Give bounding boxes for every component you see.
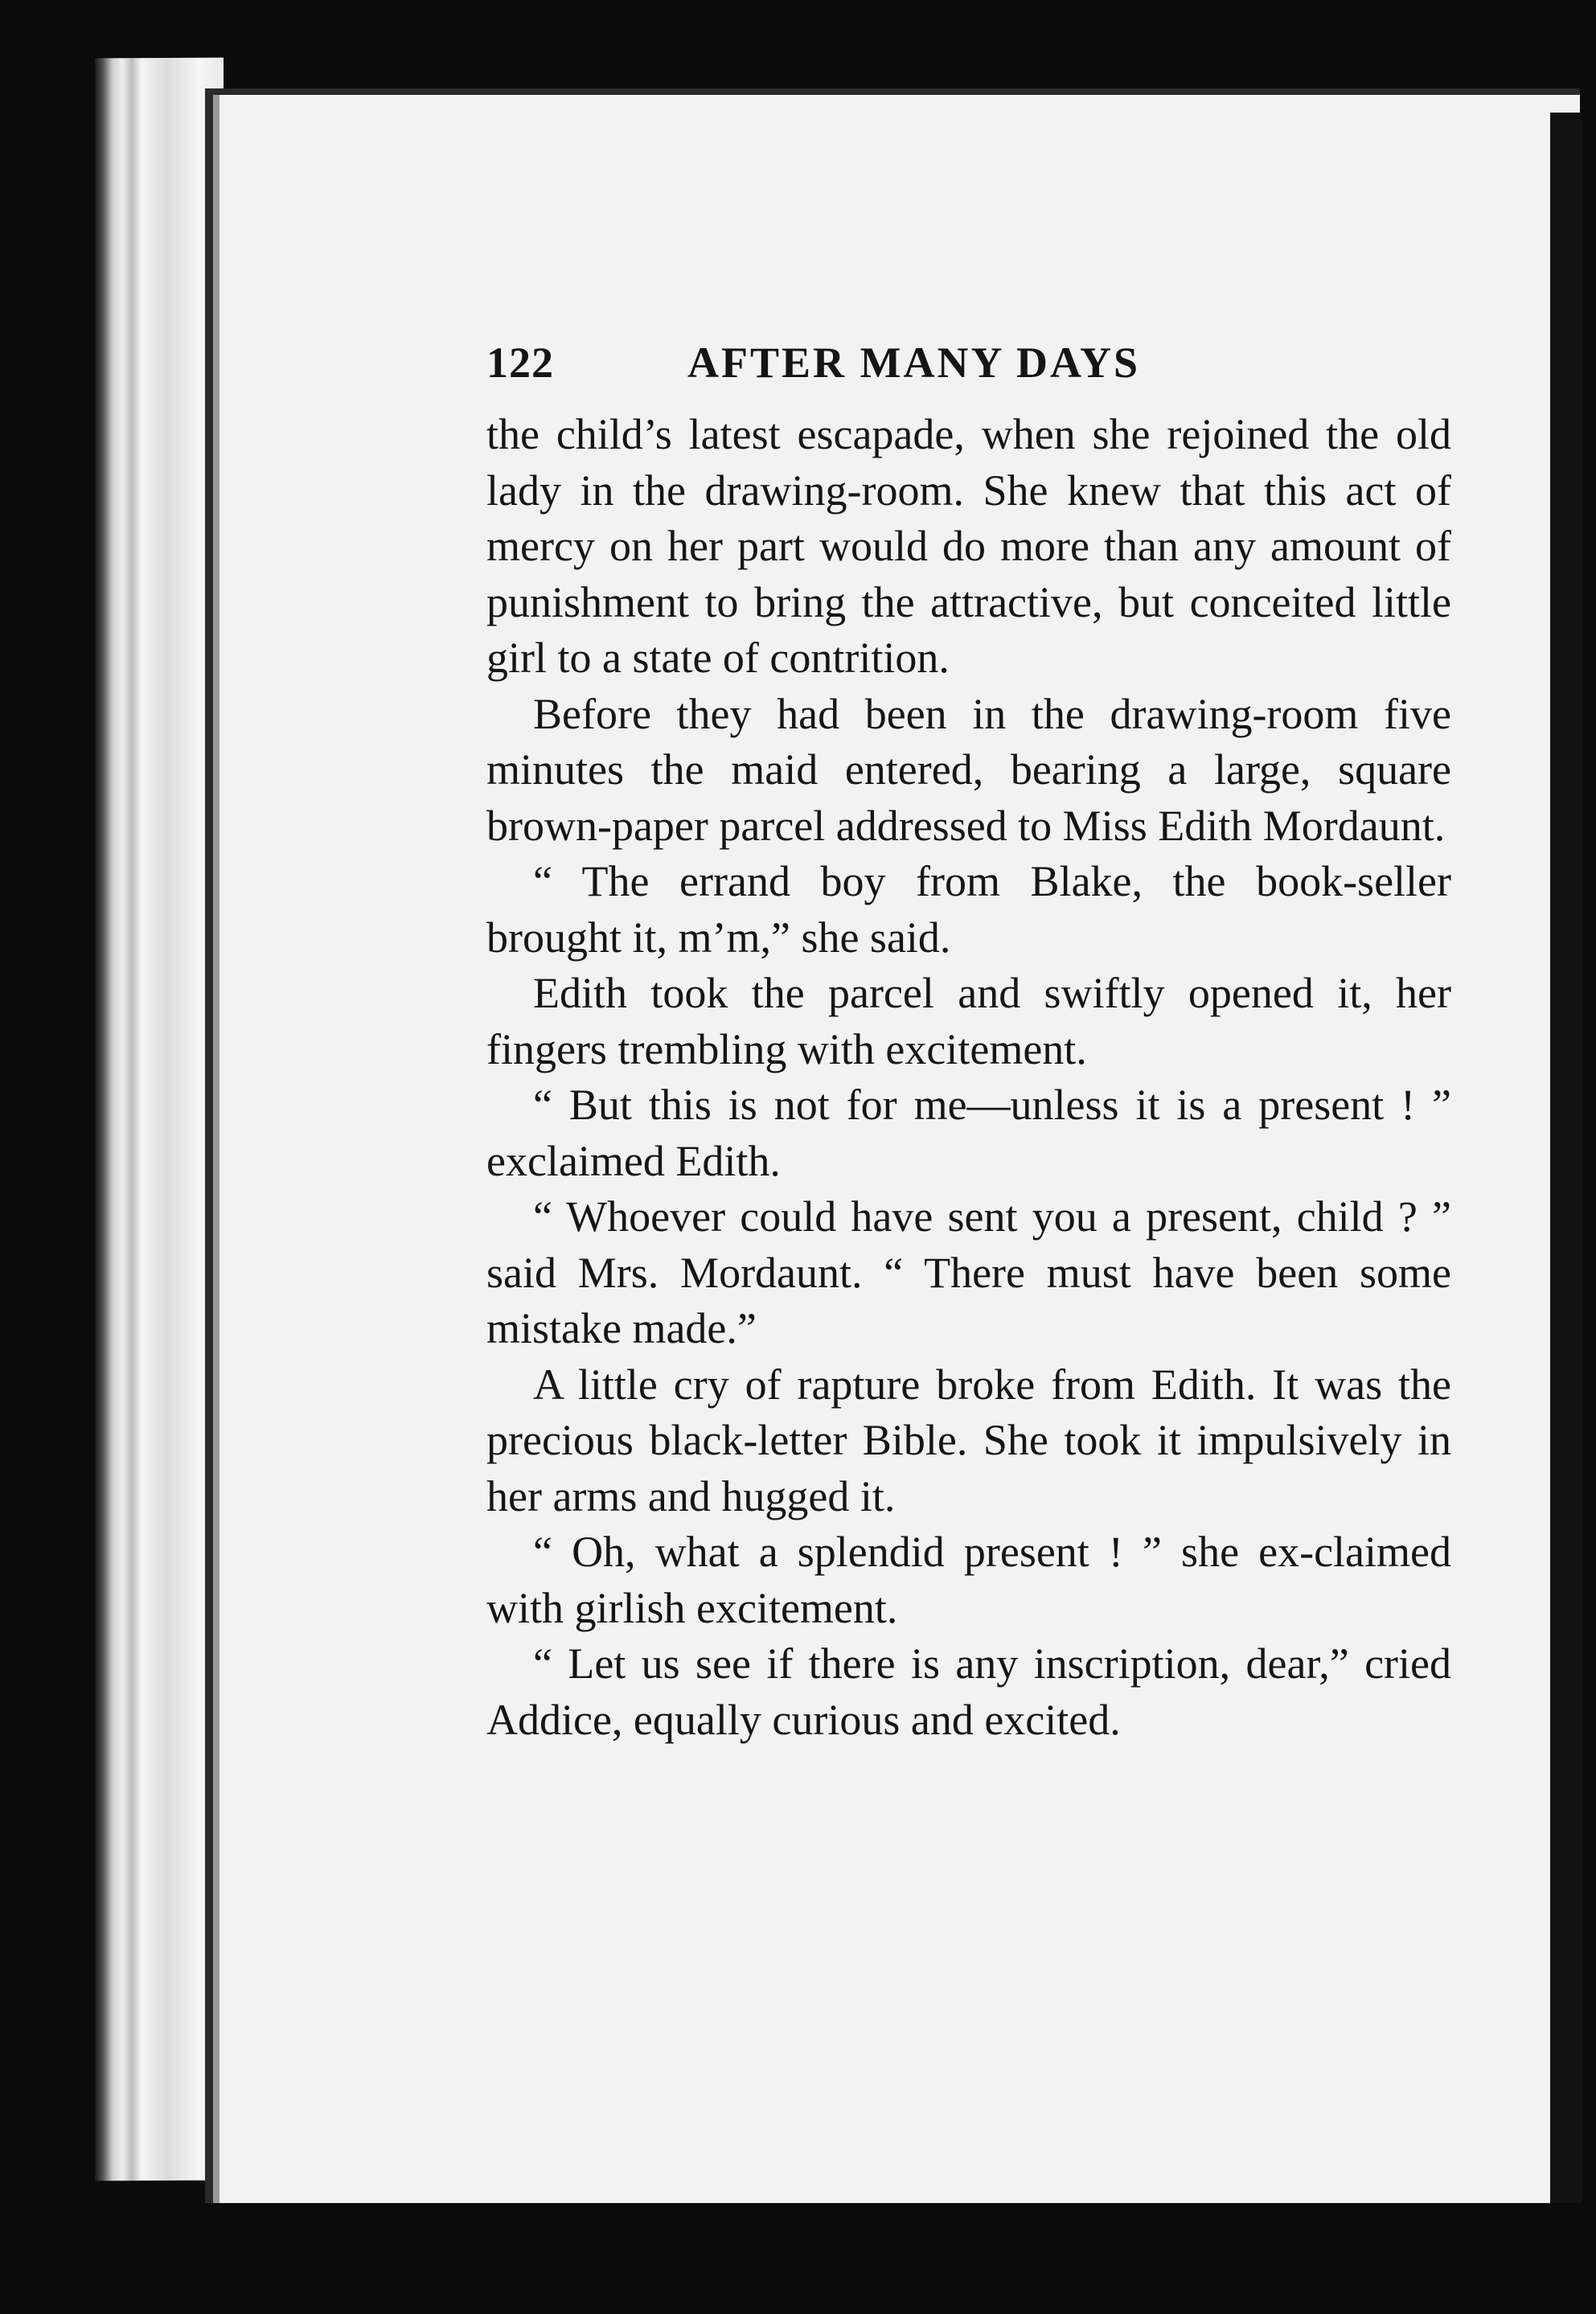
paragraph: the child’s latest escapade, when she rejoined the old lady in the drawing-room. She knew that this act of mercy on her part would do more than any amount of punishment to bring the attractive, but conceited little girl to a state of contrition. xyxy=(486,410,1451,682)
paragraph: “ Oh, what a splendid present ! ” she ex-claimed with girlish excitement. xyxy=(486,1528,1451,1632)
paragraph: “ Let us see if there is any inscription, dear,” cried Addice, equally curious and excited. xyxy=(486,1639,1451,1744)
page-number: 122 xyxy=(486,338,554,387)
book-title: AFTER MANY DAYS xyxy=(687,338,1141,387)
paragraph: Before they had been in the drawing-room five minutes the maid entered, bearing a large, square brown-paper parcel addressed to Miss Edith Mordaunt. xyxy=(486,689,1451,850)
paragraph: “ But this is not for me—unless it is a present ! ” exclaimed Edith. xyxy=(486,1081,1451,1185)
paragraph: “ The errand boy from Blake, the book-seller brought it, m’m,” she said. xyxy=(486,857,1451,962)
paragraph: “ Whoever could have sent you a present, child ? ” said Mrs. Mordaunt. “ There must have been some mistake made.” xyxy=(486,1192,1451,1352)
paragraph: A little cry of rapture broke from Edith. It was the precious black-letter Bible. She took it impulsively in her arms and hugged it. xyxy=(486,1360,1451,1520)
page-right-edge xyxy=(1550,113,1582,2219)
stacked-page-edges xyxy=(95,58,224,2181)
page-text xyxy=(486,338,1451,1748)
paragraph: Edith took the parcel and swiftly opened it, her fingers trembling with excitement. xyxy=(486,969,1451,1073)
scan-background-bottom xyxy=(0,2203,1596,2314)
running-head xyxy=(486,338,1451,391)
